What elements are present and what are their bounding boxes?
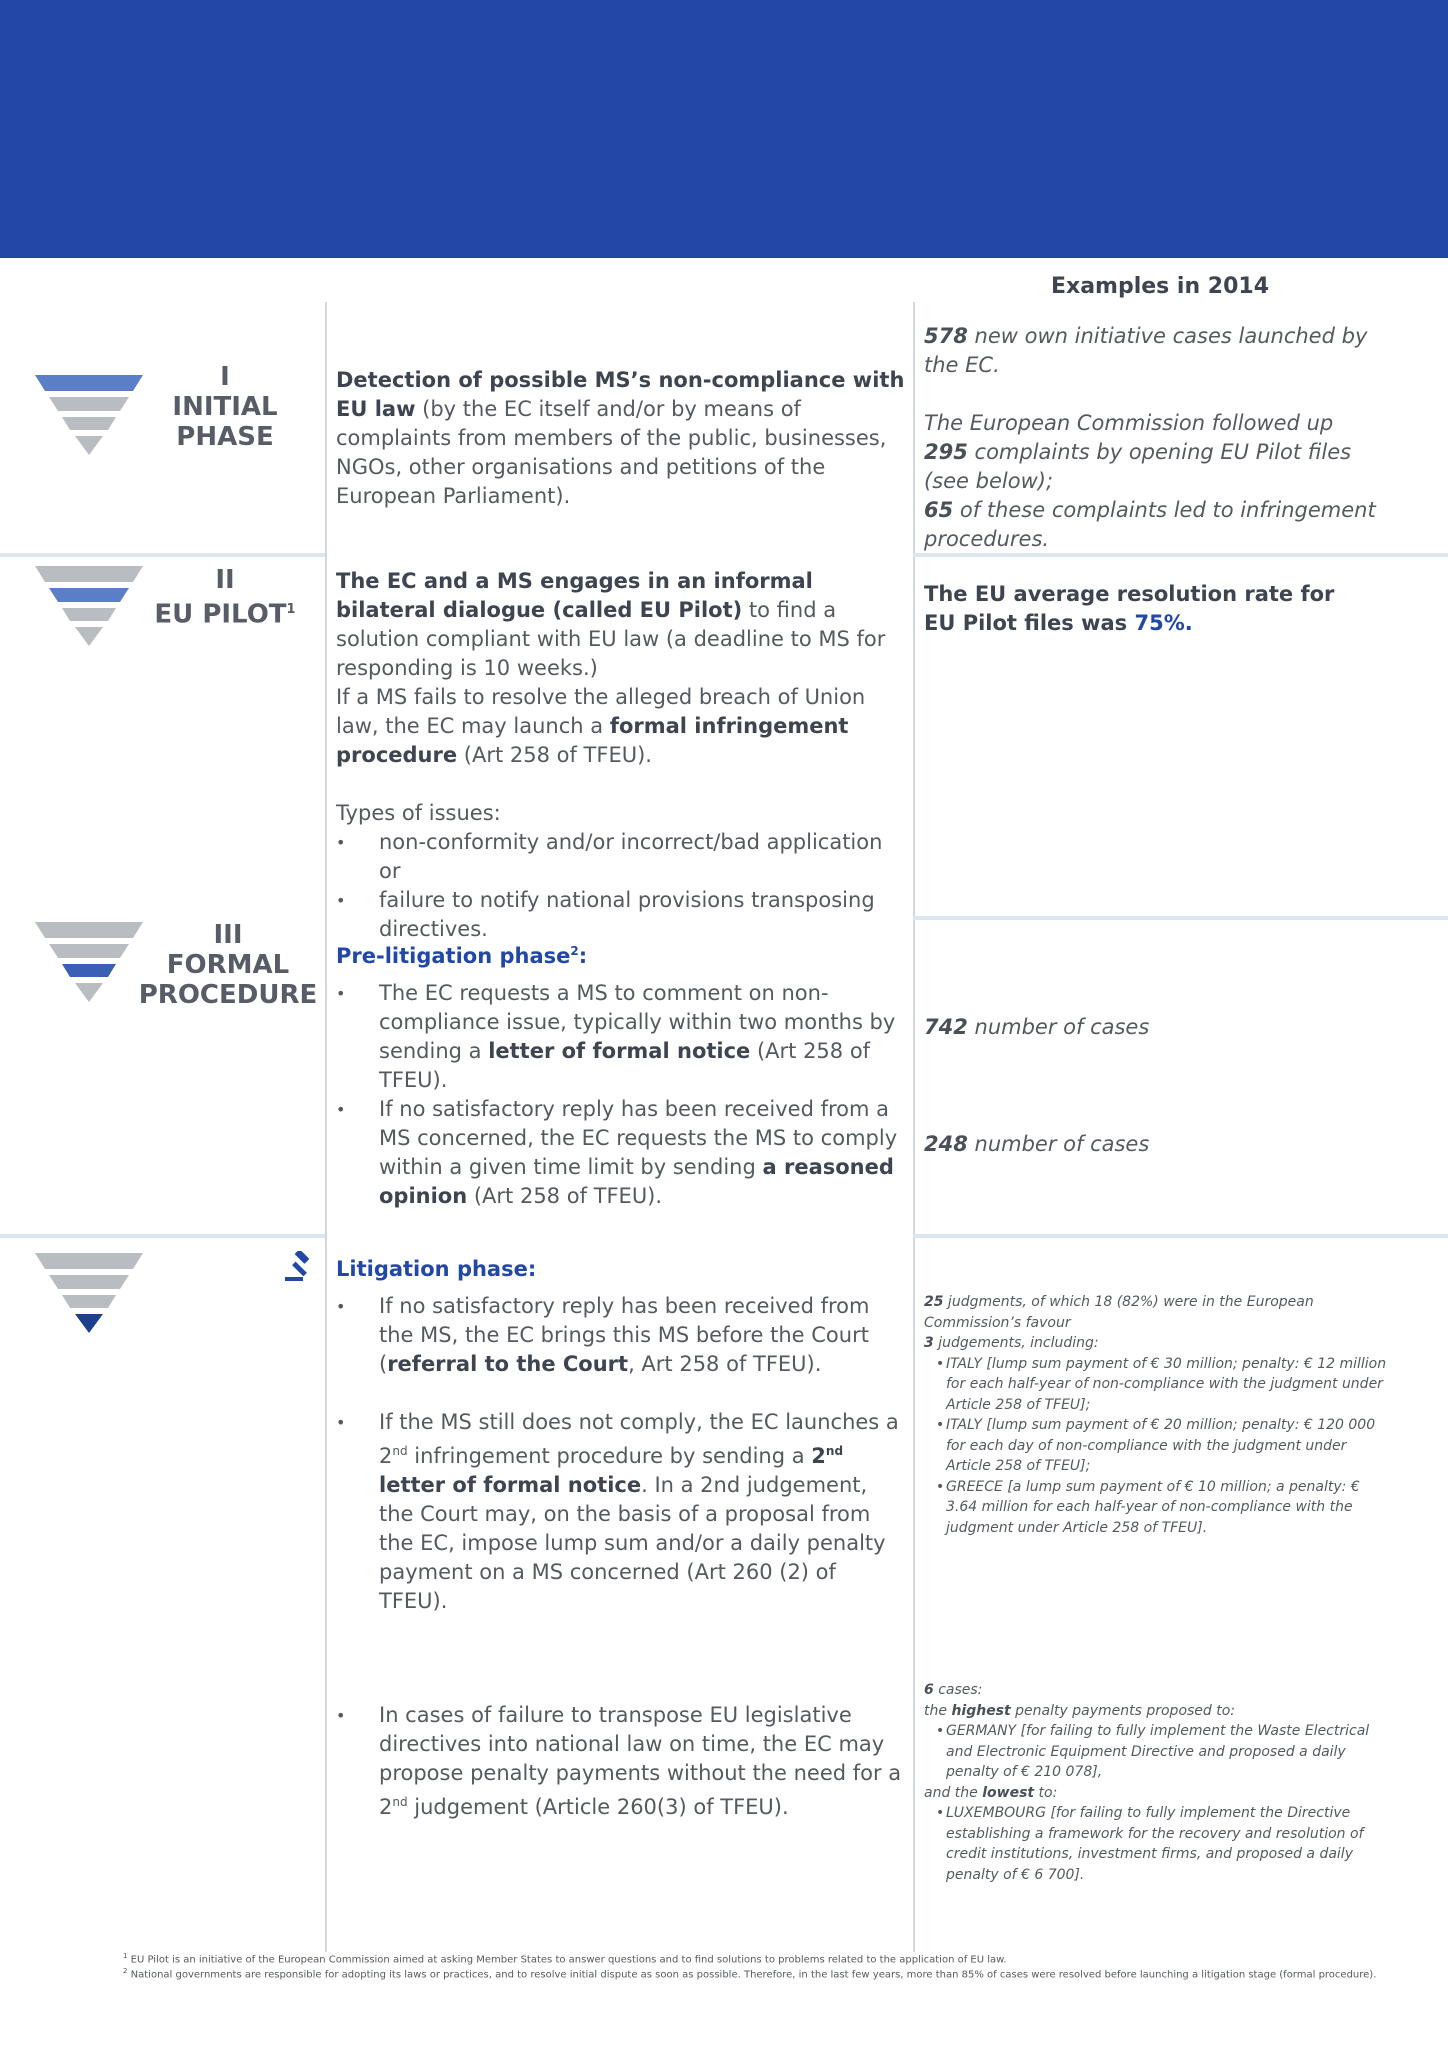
examples-header: Examples in 2014 (1050, 274, 1270, 299)
footnote-num: 2 (123, 1967, 128, 1975)
example-text: The European Commission followed up (924, 411, 1334, 435)
judgment-count: 25 (924, 1294, 944, 1310)
bullet-text: The EC requests a MS to comment on non-compliance issue, typically within two months by sending a (379, 981, 896, 1063)
superscript: nd (825, 1444, 844, 1458)
example-text: penalty payments proposed to: (1010, 1702, 1236, 1719)
penalty-no-second-judgement (336, 1701, 906, 1822)
bullet-text: If no satisfactory reply has been received from the MS, the EC brings this MS before the Court ( (379, 1294, 870, 1376)
bullet-text: If the MS still does not comply, the EC launches a 2 (379, 1410, 899, 1468)
list-item (336, 1095, 906, 1211)
phase-3-label (138, 920, 318, 1010)
phase-1-label (150, 362, 300, 452)
footnote-2 (123, 1967, 1376, 1980)
infringement-count: 65 (924, 498, 954, 522)
list-item (336, 979, 906, 1095)
column-divider-left (325, 302, 327, 1952)
phase-numeral: II (215, 565, 235, 595)
example-text: new own initiative cases launched by the EC. (924, 324, 1368, 377)
list-item (336, 1408, 906, 1616)
litigation-title: Litigation phase: (336, 1257, 537, 1281)
bullet-text: (Art 258 of TFEU). (467, 1184, 663, 1208)
litigation-section (336, 1255, 906, 1616)
bullet-bold: letter of formal notice (379, 1473, 642, 1497)
phase-name-line2: PROCEDURE (138, 980, 318, 1010)
bullet-text: , Art 258 of TFEU). (628, 1352, 822, 1376)
judgement-item: • ITALY [lump sum payment of € 20 million; penalty: € 120 000 for each day of non-compliance with the judgment under Article 258 of TFEU]; (924, 1415, 1394, 1477)
case-count: 6 (924, 1682, 934, 1698)
footnote-ref: 1 (286, 602, 296, 617)
letter-formal-notice-count (924, 1013, 1394, 1042)
pre-litigation-section (336, 937, 906, 1211)
example-text: to: (1034, 1784, 1058, 1801)
example-text: number of cases (967, 1015, 1150, 1039)
superscript: nd (392, 1444, 408, 1458)
litigation-examples (924, 1292, 1394, 1538)
bullet-bold: letter of formal notice (488, 1039, 751, 1063)
funnel-icon-litigation (35, 1253, 143, 1343)
example-text: the (924, 1702, 952, 1719)
eu-pilot-example (924, 580, 1364, 638)
example-bold: highest (951, 1702, 1011, 1719)
list-item: • failure to notify national provisions transposing directives. (336, 886, 906, 944)
example-text: of these complaints led to infringement procedures. (924, 498, 1376, 551)
intro-bold: formal infringement procedure (336, 714, 849, 767)
bullet-text: infringement procedure by sending a (407, 1444, 812, 1468)
penalty-item: • LUXEMBOURG [for failing to fully implement the Directive establishing a framework for the recovery and resolution of credit institutions, investment firms, and proposed a daily penalty of € 6 700]. (924, 1803, 1394, 1885)
example-text: judgments, of which 18 (82%) were in the European Commission’s favour (924, 1294, 1314, 1331)
footnote-text: EU Pilot is an initiative of the European Commission aimed at asking Member States to answer questions and to find solutions to problems related to the application of EU law. (127, 1954, 1007, 1966)
judgement-item: • GREECE [a lump sum payment of € 10 million; a penalty: € 3.64 million for each half-year of non-compliance with the judgment under Article 258 of TFEU]. (924, 1477, 1394, 1539)
bullet-text: judgement (Article 260(3) of TFEU). (407, 1795, 789, 1819)
pilot-bold-text: The EC and a MS engages in an informal bilateral dialogue (called EU Pilot) (336, 569, 813, 622)
list-item (336, 1701, 906, 1822)
initial-examples (924, 322, 1394, 554)
row-divider (913, 1234, 1448, 1238)
initial-bold-text: Detection of possible MS’s non-compliance with EU law (336, 368, 905, 421)
intro-text: (Art 258 of TFEU). (457, 743, 652, 767)
penalty-item: • GERMANY [for failing to fully implement the Waste Electrical and Electronic Equipment Directive and proposed a daily penalty of € 210 078], (924, 1721, 1394, 1783)
colon: : (578, 944, 588, 968)
phase-name: EU PILOT (154, 599, 287, 630)
judgement-item: • ITALY [lump sum payment of € 30 million; penalty: € 12 million for each half-year of non-compliance with the judgment under Article 258 of TFEU]; (924, 1354, 1394, 1416)
formal-procedure-intro (336, 683, 906, 944)
bullet-text: In cases of failure to transpose EU legislative directives into national law on time, the EC may propose penalty payments without the need for a 2 (379, 1703, 902, 1819)
example-text: The EU average resolution rate for EU Pilot files was (924, 582, 1335, 635)
phase-numeral: I (220, 362, 230, 392)
example-text: judgements, including: (933, 1335, 1099, 1351)
example-text: complaints by opening EU Pilot files (see below); (924, 440, 1352, 493)
phase-name-line2: PHASE (176, 422, 274, 452)
pilot-rest-text: to find a solution compliant with EU law (a deadline to MS for responding is 10 weeks.) (336, 598, 886, 680)
example-bold: lowest (982, 1784, 1035, 1801)
initial-phase-description (336, 366, 906, 511)
bullet-text: If no satisfactory reply has been received from a MS concerned, the EC requests the MS to comply within a given time limit by sending (379, 1097, 898, 1179)
gavel-icon (283, 1251, 319, 1283)
phase-numeral: III (213, 920, 243, 950)
bullet-bold: referral to the Court (387, 1352, 629, 1376)
eu-pilot-description (336, 567, 906, 683)
phase-2-label (150, 565, 300, 630)
row-divider (913, 916, 1448, 920)
funnel-icon-phase-3 (35, 922, 143, 1012)
footnote-text: National governments are responsible for adopting its laws or practices, and to resolve initial dispute as soon as possible. Therefore, in the last few years, more than 85% of cases were resolved before launching a litigation stage (formal procedure). (127, 1969, 1377, 1981)
superscript: nd (392, 1795, 408, 1809)
funnel-icon-phase-2 (35, 566, 143, 656)
header-banner (0, 0, 1448, 258)
example-text: cases: (933, 1682, 983, 1698)
case-count: 248 (924, 1132, 968, 1156)
bullet-text: . In a 2nd judgement, the Court may, on the basis of a proposal from the EC, impose lump sum and/or a daily penalty payment on a MS concerned (Art 260 (2) of TFEU). (379, 1473, 886, 1613)
judgement-count: 3 (924, 1335, 934, 1351)
footnote-ref: 2 (570, 944, 579, 958)
initial-rest-text: (by the EC itself and/or by means of complaints from members of the public, businesses, NGOs, other organisations and petitions of the European Parliament). (336, 397, 887, 508)
list-item (336, 1292, 906, 1379)
column-divider-right (913, 302, 915, 1952)
bullet-bold: 2 (811, 1444, 826, 1468)
penalty-examples (924, 1680, 1394, 1885)
bullet-text: (Art 258 of TFEU). (379, 1039, 871, 1092)
resolution-rate: 75%. (1134, 611, 1193, 635)
intro-text: If a MS fails to resolve the alleged breach of Union law, the EC may launch a (336, 685, 866, 738)
row-divider (0, 553, 325, 557)
funnel-icon-phase-1 (35, 375, 143, 465)
row-divider (0, 1234, 325, 1238)
phase-name: FORMAL (166, 950, 290, 980)
footnote-num: 1 (123, 1952, 128, 1960)
types-title: Types of issues: (336, 801, 501, 825)
reasoned-opinion-count (924, 1130, 1394, 1159)
complaints-count: 295 (924, 440, 968, 464)
footnote-1 (123, 1952, 1007, 1965)
list-item: • non-conformity and/or incorrect/bad application or (336, 828, 906, 886)
phase-name: INITIAL (172, 392, 278, 422)
own-initiative-count: 578 (924, 324, 968, 348)
example-text: and the (924, 1784, 983, 1801)
bullet-bold: a reasoned opinion (379, 1155, 894, 1208)
pre-litigation-title: Pre-litigation phase (336, 944, 571, 968)
case-count: 742 (924, 1015, 968, 1039)
example-text: number of cases (967, 1132, 1150, 1156)
